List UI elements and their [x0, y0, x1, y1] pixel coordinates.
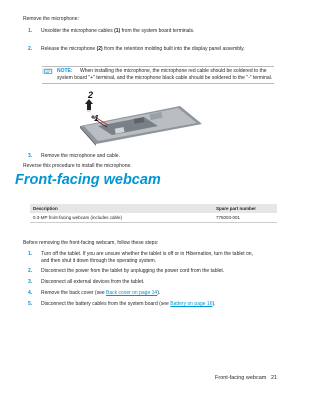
column-header-spare-part: Spare part number	[216, 206, 257, 211]
note-label: NOTE:	[57, 68, 73, 74]
webcam-step-1-continued: and then shut it down through the operating system.	[41, 258, 157, 264]
removal-intro: Remove the microphone:	[23, 16, 79, 22]
battery-link[interactable]: Battery on page 16	[170, 301, 213, 307]
table-header	[30, 204, 277, 213]
step-number: 2.	[28, 46, 33, 52]
page-number: 21	[271, 375, 278, 381]
note-box	[42, 66, 274, 84]
svg-text:1: 1	[94, 114, 99, 123]
note-text: When installing the microphone, the microphone red cable should be soldered to the	[80, 68, 267, 74]
reverse-procedure: Reverse this procedure to install the microphone.	[23, 163, 132, 169]
webcam-step-5: Disconnect the battery cables from the system board (see Battery on page 16).	[41, 301, 216, 307]
removal-step-2: Release the microphone (2) from the retention molding built into the display panel assembly.	[41, 46, 245, 52]
footer-section-name: Front-facing webcam	[215, 375, 267, 381]
step-number: 1.	[28, 251, 33, 257]
before-removing-text: Before removing the front-facing webcam, follow these steps:	[23, 240, 159, 246]
note-icon	[42, 68, 53, 74]
step-number: 4.	[28, 290, 33, 296]
webcam-step-2: Disconnect the power from the tablet by unplugging the power cord from the tablet.	[41, 268, 225, 274]
step-number: 3.	[28, 279, 33, 285]
callout-2	[86, 90, 95, 100]
arrow-up-icon	[85, 99, 93, 112]
webcam-step-3: Disconnect all external devices from the tablet.	[41, 279, 145, 285]
spare-parts-table	[30, 204, 277, 223]
back-cover-link[interactable]: Back cover on page 14	[106, 290, 158, 296]
step-number: 1.	[28, 28, 33, 34]
callout-1	[94, 114, 99, 123]
column-header-description: Description	[33, 206, 58, 211]
table-cell-part-number: 775003-001	[216, 215, 241, 220]
removal-step-1: Unsolder the microphone cables (1) from the system board terminals.	[41, 28, 195, 34]
webcam-step-4: Remove the back cover (see Back cover on page 14).	[41, 290, 161, 296]
webcam-step-1: Turn off the tablet. If you are unsure whether the tablet is off or in Hibernation, turn the tablet on,	[41, 251, 253, 257]
note-text-continued: system board "+" terminal, and the microphone black cable should be soldered to the "-" terminal.	[57, 75, 273, 81]
removal-step-3: Remove the microphone and cable.	[41, 153, 120, 159]
table-row	[30, 213, 277, 223]
microphone-removal-photo	[74, 86, 204, 146]
table-cell-description: 0.3-MP front-facing webcam (includes cable)	[33, 215, 122, 220]
section-title: Front-facing webcam	[15, 172, 161, 188]
step-number: 2.	[28, 268, 33, 274]
step-number: 5.	[28, 301, 33, 307]
svg-text:2: 2	[87, 90, 94, 100]
step-number: 3.	[28, 153, 33, 159]
